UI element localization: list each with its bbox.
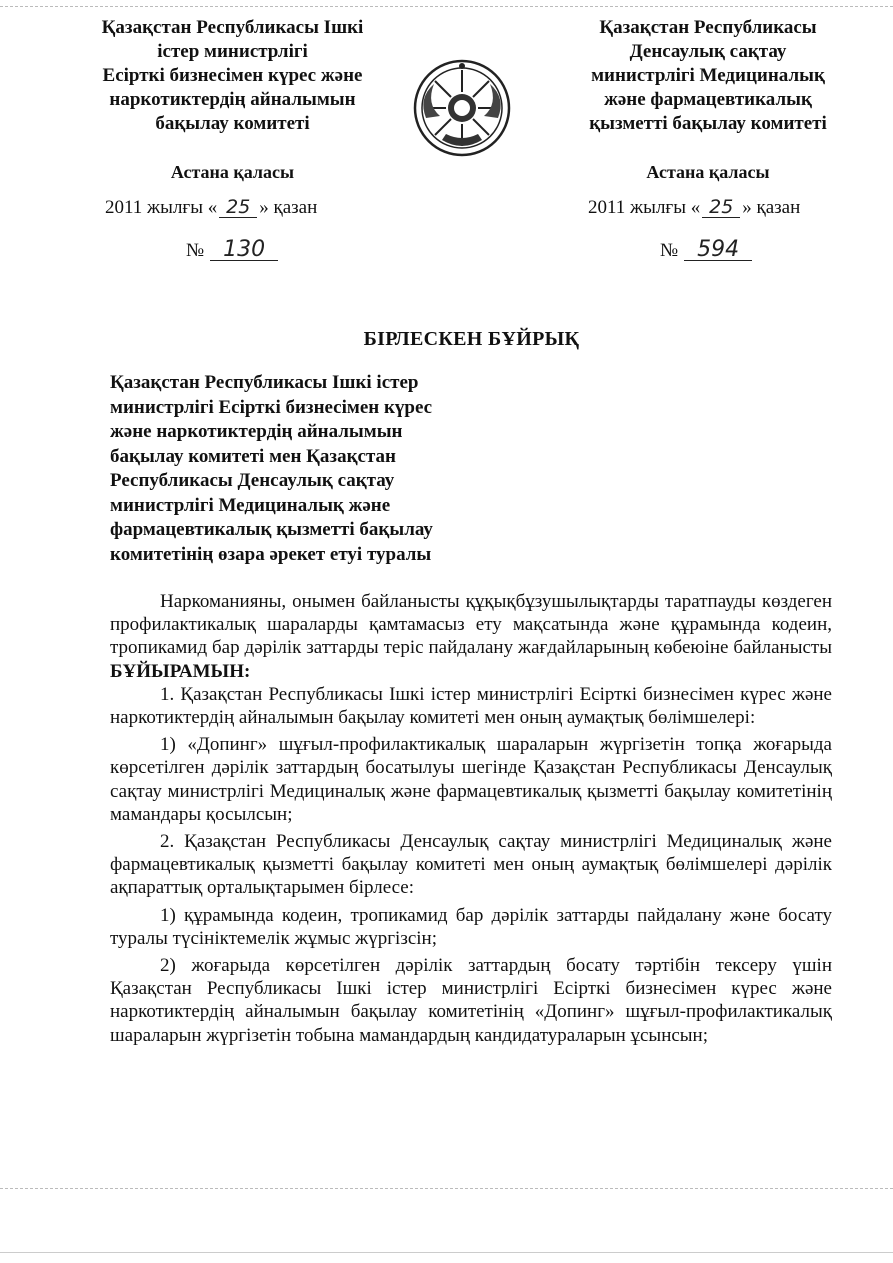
header-right-line: Денсаулық сақтау	[629, 41, 787, 62]
header-left-line: Есірткі бизнесімен күрес және	[102, 65, 363, 86]
header-left-line: істер министрлігі	[157, 41, 308, 62]
date-left	[105, 197, 317, 219]
header-left-authority	[60, 16, 405, 136]
subject-line: бақылау комитеті мен Қазақстан	[110, 445, 396, 467]
paragraph: 2. Қазақстан Республикасы Денсаулық сақтау министрлігі Медициналық және фармацевтикалық қызметті бақылау комитеті мен оның аумақтық бөлімшелері дәрілік ақпараттық орталықтарымен бірлесе:	[110, 831, 832, 899]
paragraph: 1) «Допинг» шұғыл-профилактикалық шараларын жүргізетін топқа жоғарыда көрсетілген дәрілік заттардың босатылуы шегінде Қазақстан Республикасы Денсаулық сақтау министрлігі Медициналық және фармацевтикалық қызметті бақылау комитетінің мамандары қосылсын;	[110, 734, 832, 825]
date-right-prefix: 2011 жылғы «	[588, 197, 701, 218]
header-right-line: қызметті бақылау комитеті	[589, 113, 827, 134]
city-right: Астана қаласы	[646, 162, 770, 182]
document-body	[110, 590, 832, 1051]
header-right-authority	[548, 16, 868, 136]
subject-line: министрлігі Медициналық және	[110, 494, 391, 516]
header-left-line: бақылау комитеті	[155, 113, 310, 134]
header-right-line: және фармацевтикалық	[604, 89, 812, 110]
city-left: Астана қаласы	[170, 162, 295, 182]
preamble-paragraph	[110, 590, 832, 683]
paragraph: 2) жоғарыда көрсетілген дәрілік заттардың босату тәртібін тексеру үшін Қазақстан Республикасы Ішкі істер министрлігі Есірткі бизнесімен күрес және наркотиктердің айналымын бақылау комитетінің «Допинг» шұғыл-профилактикалық шараларын жүргізетін тобына мамандардың кандидатураларын ұсынсын;	[110, 955, 832, 1046]
header-right-line: министрлігі Медициналық	[591, 65, 825, 86]
date-right-suffix: » қазан	[742, 197, 801, 218]
date-left-prefix: 2011 жылғы «	[105, 197, 218, 218]
subject-line: комитетінің өзара әрекет етуі туралы	[110, 543, 432, 565]
order-word: БҰЙЫРАМЫН:	[110, 660, 251, 682]
state-emblem-icon	[412, 58, 512, 158]
subject-line: және наркотиктердің айналымын	[110, 421, 403, 442]
document-title: БІРЛЕСКЕН БҰЙРЫҚ	[363, 328, 580, 350]
paragraph: 1) құрамында кодеин, тропикамид бар дәрілік заттарды пайдалану және босату туралы түсініктемелік жұмыс жүргізсін;	[110, 904, 832, 949]
subject-line: Республикасы Денсаулық сақтау	[110, 470, 395, 491]
number-right-sign: №	[660, 240, 679, 261]
number-right	[660, 237, 754, 262]
date-right-day: 25	[702, 197, 740, 218]
header-left-line: наркотиктердің айналымын	[109, 89, 356, 110]
bottom-scan-line	[0, 1188, 893, 1189]
header-right-line: Қазақстан Республикасы	[599, 17, 817, 38]
top-scan-line	[0, 6, 893, 7]
date-left-suffix: » қазан	[259, 197, 318, 218]
number-left-value: 130	[210, 240, 278, 261]
document-subject	[110, 371, 480, 567]
subject-line: фармацевтикалық қызметті бақылау	[110, 519, 433, 540]
number-left	[186, 237, 280, 262]
header-left-line: Қазақстан Республикасы Ішкі	[101, 17, 364, 38]
date-left-day: 25	[219, 197, 257, 218]
number-left-sign: №	[186, 240, 205, 261]
page-edge-line	[0, 1252, 893, 1253]
subject-line: министрлігі Есірткі бизнесімен күрес	[110, 396, 433, 418]
date-right	[588, 197, 800, 219]
preamble-text: Наркоманияны, онымен байланысты құқықбұзушылықтарды таратпауды көздеген профилактикалық шараларды қамтамасыз ету мақсатында және құрамында кодеин, тропикамид бар дәрілік заттарды теріс пайдалану жағдайларының көбеюіне байланысты	[110, 591, 832, 659]
subject-line: Қазақстан Республикасы Ішкі істер	[110, 372, 419, 393]
paragraph: 1. Қазақстан Республикасы Ішкі істер министрлігі Есірткі бизнесімен күрес және наркотиктердің айналымын бақылау комитеті мен оның аумақтық бөлімшелері:	[110, 683, 832, 729]
number-right-value: 594	[684, 240, 752, 261]
